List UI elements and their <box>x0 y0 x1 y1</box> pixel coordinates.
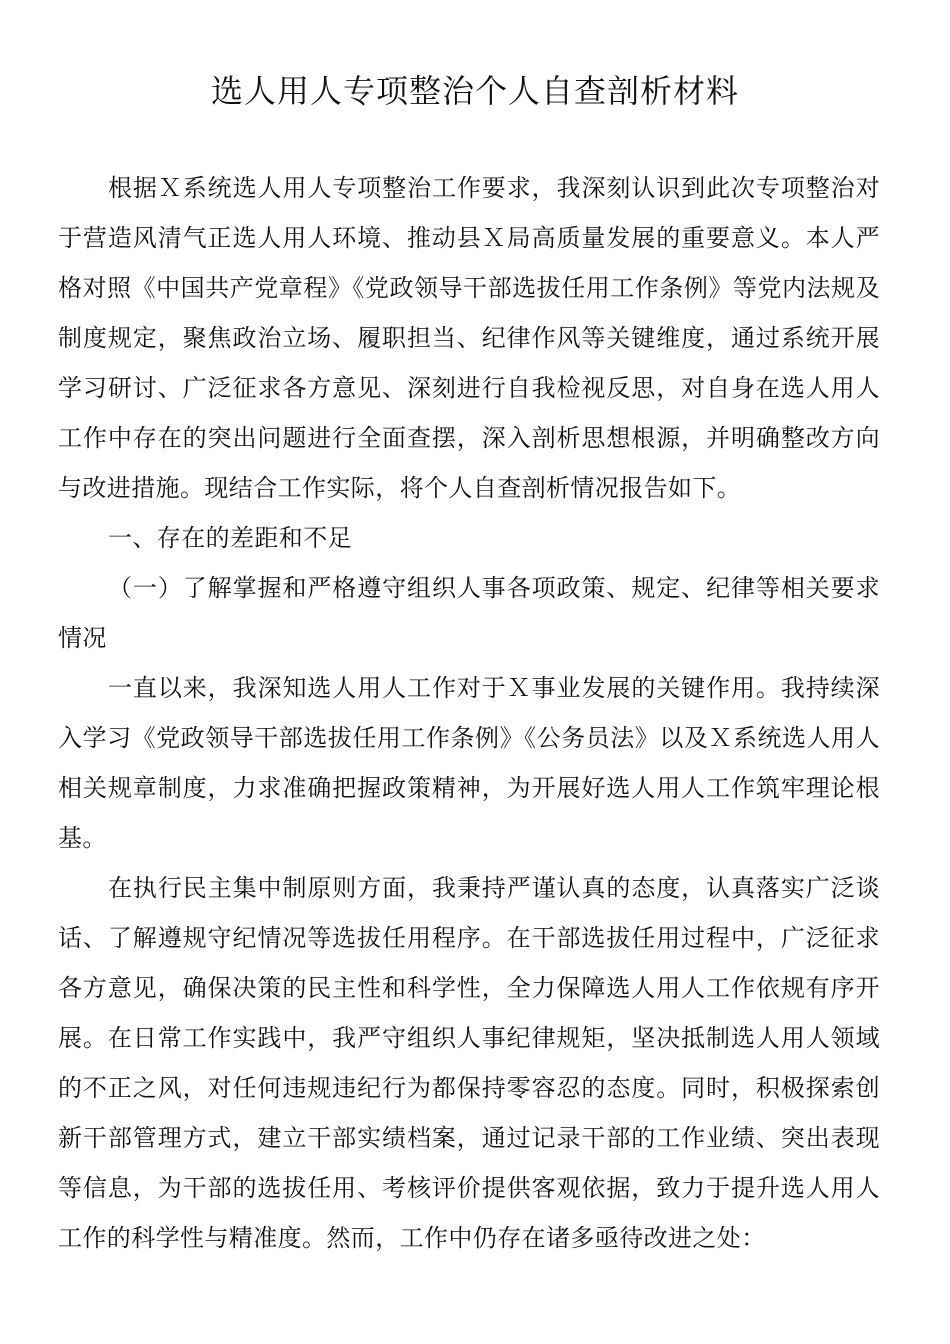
document-body <box>58 163 880 1263</box>
document-title: 选人用人专项整治个人自查剖析材料 <box>210 72 739 110</box>
paragraph-intro: 根据Ｘ系统选人用人专项整治工作要求，我深刻认识到此次专项整治对于营造风清气正选人用人环境、推动县Ｘ局高质量发展的重要意义。本人严格对照《中国共产党章程》《党政领导干部选拔任用工作条例》等党内法规及制度规定，聚焦政治立场、履职担当、纪律作风等关键维度，通过系统开展学习研讨、广泛征求各方意见、深刻进行自我检视反思，对自身在选人用人工作中存在的突出问题进行全面查摆，深入剖析思想根源，并明确整改方向与改进措施。现结合工作实际，将个人自查剖析情况报告如下。 <box>58 174 880 502</box>
subsection-heading-1: （一）了解掌握和严格遵守组织人事各项政策、规定、纪律等相关要求情况 <box>58 574 880 652</box>
paragraph-study: 一直以来，我深知选人用人工作对于Ｘ事业发展的关键作用。我持续深入学习《党政领导干部选拔任用工作条例》《公务员法》以及Ｘ系统选人用人相关规章制度，力求准确把握政策精神，为开展好选人用人工作筑牢理论根基。 <box>58 674 880 852</box>
paragraph-democratic-centralism: 在执行民主集中制原则方面，我秉持严谨认真的态度，认真落实广泛谈话、了解遵规守纪情况等选拔任用程序。在干部选拔任用过程中，广泛征求各方意见，确保决策的民主性和科学性，全力保障选人用人工作依规有序开展。在日常工作实践中，我严守组织人事纪律规矩，坚决抵制选人用人领域的不正之风，对任何违规违纪行为都保持零容忍的态度。同时，积极探索创新干部管理方式，建立干部实绩档案，通过记录干部的工作业绩、突出表现等信息，为干部的选拔任用、考核评价提供客观依据，致力于提升选人用人工作的科学性与精准度。然而，工作中仍存在诸多亟待改进之处： <box>58 874 880 1252</box>
section-heading-1: 一、存在的差距和不足 <box>108 524 352 552</box>
